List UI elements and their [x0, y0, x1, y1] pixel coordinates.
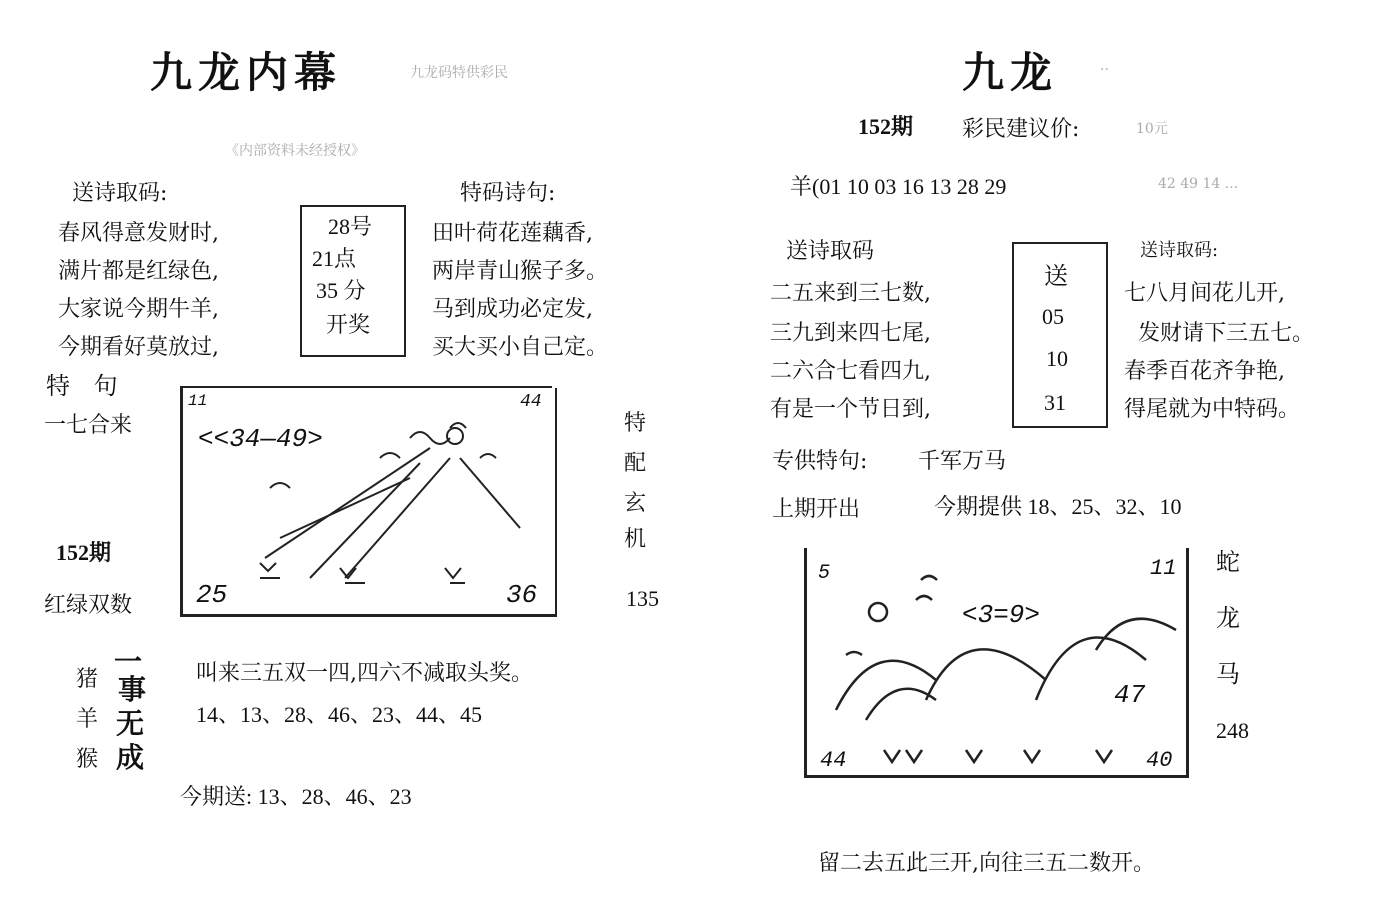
right-side-char: 龙	[1216, 604, 1240, 632]
sun-shape	[869, 603, 887, 621]
side-char: 机	[624, 527, 647, 552]
right-sketch-corner-tl: 5	[818, 562, 831, 585]
sketch-corner-tr: 44	[520, 392, 542, 412]
side-number: 135	[626, 586, 659, 611]
right-sketch-mid-text: <3=9>	[962, 600, 1041, 630]
right-poem-right: 春季百花齐争艳,	[1124, 359, 1285, 384]
plant-mark	[1024, 750, 1040, 762]
plant-mark	[1096, 750, 1112, 762]
right-send-poem-label-2: 送诗取码:	[1140, 240, 1219, 261]
plant-mark	[445, 568, 465, 583]
animal-char: 羊	[76, 707, 99, 732]
left-poem-line: 今期看好莫放过,	[58, 335, 219, 360]
right-poem-left: 二五来到三七数,	[770, 281, 931, 306]
plant-mark	[884, 750, 900, 762]
price-label: 彩民建议价:	[962, 117, 1080, 142]
right-box-line: 05	[1042, 304, 1064, 329]
phrase-char: 事	[118, 673, 147, 706]
right-poem-line: 两岸青山猴子多。	[432, 259, 609, 284]
bird-stroke	[916, 596, 932, 600]
right-sketch-corner-br: 40	[1146, 748, 1173, 773]
bird-stroke	[921, 576, 937, 580]
right-poem-line: 田叶荷花莲藕香,	[432, 221, 593, 246]
left-sketch-drawing	[180, 388, 554, 616]
send-line: 今期送: 13、28、46、23	[180, 784, 412, 809]
right-sketch-corner-bl: 44	[820, 748, 847, 773]
right-box-line: 送	[1044, 262, 1068, 290]
bird-stroke	[270, 483, 290, 488]
bird-stroke	[450, 423, 466, 428]
right-title: 九龙	[962, 48, 1059, 97]
last-draw-label: 上期开出	[772, 497, 861, 522]
sun-shape	[447, 428, 463, 444]
phrase-char: 一	[114, 645, 143, 678]
left-bracket-faint: 《内部资料未经授权》	[225, 143, 365, 159]
hill-stroke	[866, 689, 936, 720]
side-char: 特	[624, 411, 647, 436]
left-box-line: 开奖	[326, 313, 371, 338]
bird-stroke	[410, 432, 450, 444]
side-char: 配	[624, 451, 647, 476]
ray-line	[345, 458, 450, 578]
right-box-line: 10	[1046, 346, 1068, 371]
right-side-number: 248	[1216, 718, 1249, 743]
animal-char: 猪	[76, 667, 99, 692]
plant-mark	[966, 750, 982, 762]
right-poem-right: 七八月间花儿开,	[1124, 281, 1285, 306]
sketch-mid-text: <<34—49>	[198, 424, 323, 454]
plant-mark	[260, 563, 280, 578]
right-box-line: 31	[1044, 390, 1066, 415]
side-char: 玄	[624, 491, 647, 516]
ray-line	[460, 458, 520, 528]
phrase-char: 无	[116, 707, 145, 740]
right-side-char: 蛇	[1216, 548, 1240, 576]
special-phrase: 千军万马	[918, 449, 1007, 474]
bird-stroke	[380, 453, 400, 458]
left-box-line: 28号	[328, 214, 373, 239]
right-sketch-corner-tr: 11	[1150, 556, 1177, 581]
right-sketch-right-border	[1186, 548, 1189, 778]
left-special-poem-label: 特码诗句:	[460, 181, 556, 206]
special-phrase-label: 专供特句:	[772, 449, 868, 474]
right-send-poem-label: 送诗取码	[786, 239, 875, 264]
provide-line: 今期提供 18、25、32、10	[934, 494, 1182, 519]
red-green-label: 红绿双数	[44, 593, 133, 618]
bird-stroke	[480, 454, 496, 458]
right-poem-right: 发财请下三五七。	[1138, 321, 1315, 346]
plant-mark	[906, 750, 922, 762]
left-title: 九龙内幕	[150, 48, 343, 97]
special-sentence-label: 特 句	[46, 372, 126, 400]
right-poem-left: 有是一个节日到,	[770, 397, 931, 422]
sheep-line: 羊(01 10 03 16 13 28 29	[790, 174, 1007, 199]
left-send-poem-label: 送诗取码:	[72, 181, 168, 206]
hill-stroke	[926, 649, 1046, 700]
right-sketch-drawing	[806, 550, 1186, 776]
right-title-faint: ··	[1100, 62, 1109, 78]
hill-stroke	[836, 661, 936, 710]
right-poem-right: 得尾就为中特码。	[1124, 397, 1301, 422]
right-bottom-line: 留二去五此三开,向往三五二数开。	[818, 851, 1155, 876]
left-issue-number: 152期	[56, 540, 112, 565]
right-poem-line: 马到成功必定发,	[432, 297, 593, 322]
bird-stroke	[846, 652, 862, 655]
left-subtitle-faint: 九龙码特供彩民	[410, 65, 508, 81]
right-poem-left: 二六合七看四九,	[770, 359, 931, 384]
left-poem-line: 大家说今期牛羊,	[58, 297, 219, 322]
hint-line: 叫来三五双一四,四六不减取头奖。	[196, 661, 533, 686]
right-poem-line: 买大买小自己定。	[432, 335, 609, 360]
animal-char: 猴	[76, 747, 99, 772]
left-poem-line: 满片都是红绿色,	[58, 259, 219, 284]
right-issue-number: 152期	[858, 114, 914, 139]
ray-line	[280, 478, 410, 538]
phrase-char: 成	[116, 741, 145, 774]
left-poem-line: 春风得意发财时,	[58, 221, 219, 246]
left-box-line: 35 分	[316, 278, 366, 303]
sketch-corner-br: 36	[506, 580, 538, 610]
ray-line	[265, 448, 430, 558]
special-sentence-text: 一七合来	[44, 413, 133, 438]
sketch-corner-bl: 25	[196, 580, 228, 610]
right-sketch-inner-number: 47	[1114, 680, 1146, 710]
numbers-line: 14、13、28、46、23、44、45	[196, 702, 483, 727]
hill-stroke	[1096, 619, 1176, 650]
price-faint: 10元	[1136, 121, 1168, 137]
sheep-faint: 42 49 14 ...	[1158, 176, 1239, 192]
sketch-corner-tl: 11	[188, 392, 208, 410]
left-box-line: 21点	[312, 246, 357, 271]
right-poem-left: 三九到来四七尾,	[770, 321, 931, 346]
right-side-char: 马	[1216, 660, 1240, 688]
